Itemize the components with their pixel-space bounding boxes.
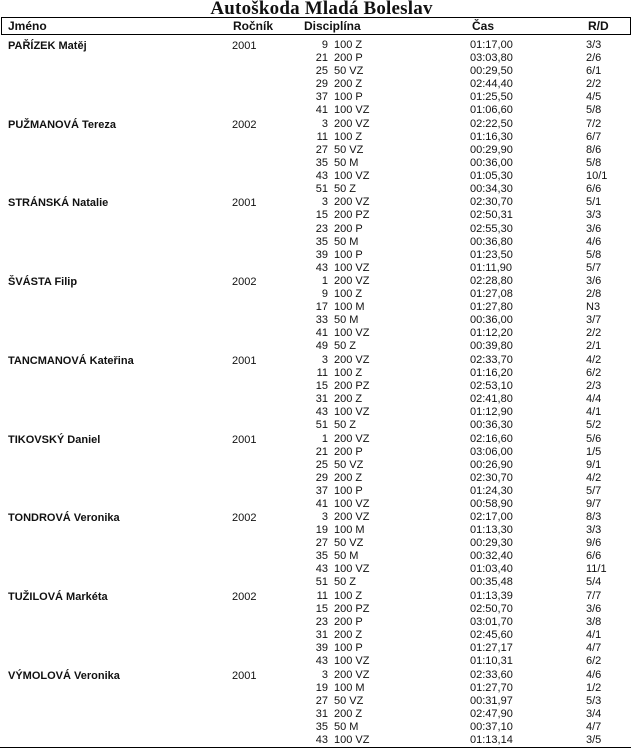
event-number: 51 xyxy=(315,576,328,589)
event-discipline: 200 Z xyxy=(334,78,363,91)
event-discipline: 200 VZ xyxy=(334,117,370,130)
event-discipline: 100 P xyxy=(334,248,363,261)
result-time: 02:50,70 xyxy=(470,602,513,615)
event-discipline: 100 VZ xyxy=(334,655,370,668)
event-number: 19 xyxy=(315,681,328,694)
result-rd: 5/3 xyxy=(586,694,602,707)
athlete-name: VÝMOLOVÁ Veronika xyxy=(8,669,120,682)
result-rd: 4/2 xyxy=(586,471,602,484)
result-time: 01:10,31 xyxy=(470,655,513,668)
athlete-year: 2002 xyxy=(232,512,257,525)
event-number: 35 xyxy=(315,720,328,733)
result-time: 00:37,10 xyxy=(470,720,513,733)
result-time: 01:25,50 xyxy=(470,91,513,104)
event-discipline: 50 VZ xyxy=(334,458,364,471)
result-time: 01:06,60 xyxy=(470,104,513,117)
event-number: 43 xyxy=(315,261,328,274)
athlete-year: 2001 xyxy=(232,354,257,367)
result-rd: 4/1 xyxy=(586,629,602,642)
result-time: 01:24,30 xyxy=(470,484,513,497)
result-rd: 3/4 xyxy=(586,707,602,720)
result-rd: 3/6 xyxy=(586,275,602,288)
result-rd: 2/3 xyxy=(586,379,602,392)
event-discipline: 100 VZ xyxy=(334,261,370,274)
result-time: 01:03,40 xyxy=(470,563,513,576)
event-discipline: 200 VZ xyxy=(334,511,370,524)
event-number: 41 xyxy=(315,104,328,117)
event-number: 51 xyxy=(315,419,328,432)
athlete-name: TUŽILOVÁ Markéta xyxy=(8,590,108,603)
event-discipline: 100 Z xyxy=(334,130,363,143)
athlete-year: 2001 xyxy=(232,197,257,210)
event-number: 15 xyxy=(315,209,328,222)
result-time: 03:03,80 xyxy=(470,52,513,65)
result-time: 01:27,08 xyxy=(470,288,513,301)
event-discipline: 200 VZ xyxy=(334,353,370,366)
event-number: 9 xyxy=(321,39,328,51)
event-number: 23 xyxy=(315,222,328,235)
result-time: 02:44,40 xyxy=(470,78,513,91)
result-rd: 5/7 xyxy=(586,261,602,274)
event-discipline: 100 Z xyxy=(334,288,363,301)
result-rd: 4/7 xyxy=(586,642,602,655)
result-time: 02:30,70 xyxy=(470,471,513,484)
athlete-name: TANCMANOVÁ Kateřina xyxy=(8,354,134,367)
event-discipline: 100 P xyxy=(334,484,363,497)
result-rd: N3 xyxy=(586,301,601,314)
result-time: 02:33,60 xyxy=(470,668,513,681)
result-time: 01:05,30 xyxy=(470,169,513,182)
athlete-name: TIKOVSKÝ Daniel xyxy=(8,433,101,446)
event-discipline: 100 M xyxy=(334,524,365,537)
event-discipline: 100 VZ xyxy=(334,563,370,576)
event-number: 3 xyxy=(321,511,328,524)
result-rd: 3/7 xyxy=(586,314,602,327)
result-rd: 11/1 xyxy=(586,563,607,576)
event-discipline: 50 M xyxy=(334,156,359,169)
result-time: 03:01,70 xyxy=(470,616,513,628)
event-number: 39 xyxy=(315,248,328,261)
result-rd: 10/1 xyxy=(586,169,608,182)
result-rd: 4/4 xyxy=(586,392,602,405)
result-rd: 3/8 xyxy=(586,616,602,628)
athlete-year: 2001 xyxy=(232,40,257,52)
header-name: Jméno xyxy=(8,19,47,33)
event-number: 43 xyxy=(315,655,328,668)
athlete-name: STRÁNSKÁ Natalie xyxy=(8,197,109,210)
event-discipline: 200 P xyxy=(334,52,363,65)
result-time: 02:28,80 xyxy=(470,275,513,288)
event-discipline: 50 M xyxy=(334,235,359,248)
result-time: 02:33,70 xyxy=(470,353,513,366)
result-rd: 9/6 xyxy=(586,537,602,550)
athlete-name: PUŽMANOVÁ Tereza xyxy=(8,118,116,131)
event-number: 31 xyxy=(315,392,328,405)
header-time: Čas xyxy=(472,19,495,33)
result-rd: 4/1 xyxy=(586,406,602,418)
result-time: 02:17,00 xyxy=(470,511,513,524)
result-rd: 3/6 xyxy=(586,222,602,235)
event-number: 11 xyxy=(316,366,328,379)
document-title: Autoškoda Mladá Boleslav xyxy=(210,0,433,19)
event-discipline: 100 P xyxy=(334,91,363,104)
result-rd: 5/8 xyxy=(586,104,602,117)
event-discipline: 50 Z xyxy=(334,576,357,589)
result-time: 00:35,48 xyxy=(470,576,513,589)
event-discipline: 100 VZ xyxy=(334,104,370,117)
event-discipline: 50 VZ xyxy=(334,537,364,550)
result-time: 01:17,00 xyxy=(470,39,513,51)
event-discipline: 200 P xyxy=(334,222,363,235)
result-rd: 5/4 xyxy=(586,576,602,589)
event-discipline: 100 Z xyxy=(334,366,363,379)
result-time: 00:34,30 xyxy=(470,182,513,195)
result-time: 01:23,50 xyxy=(470,248,513,261)
event-discipline: 50 VZ xyxy=(334,143,364,156)
event-number: 31 xyxy=(315,629,328,642)
athlete-year: 2001 xyxy=(232,433,257,446)
event-number: 1 xyxy=(321,275,328,288)
athlete-name: TONDROVÁ Veronika xyxy=(8,512,120,525)
event-number: 43 xyxy=(315,169,328,182)
result-rd: 4/6 xyxy=(586,668,602,681)
event-discipline: 100 VZ xyxy=(334,169,370,182)
athlete-year: 2001 xyxy=(232,669,257,682)
result-time: 02:30,70 xyxy=(470,196,513,209)
result-time: 01:12,20 xyxy=(470,327,513,340)
header-discipline: Disciplína xyxy=(304,19,361,33)
event-discipline: 100 VZ xyxy=(334,497,370,510)
event-discipline: 200 VZ xyxy=(334,196,370,209)
event-number: 29 xyxy=(315,78,328,91)
result-time: 00:29,50 xyxy=(470,65,513,78)
event-discipline: 100 VZ xyxy=(334,406,370,418)
event-number: 21 xyxy=(315,52,328,65)
result-time: 00:29,90 xyxy=(470,143,513,156)
result-time: 00:26,90 xyxy=(470,458,513,471)
event-number: 9 xyxy=(321,288,328,301)
result-rd: 5/8 xyxy=(586,156,602,169)
result-time: 00:29,30 xyxy=(470,537,513,550)
event-number: 11 xyxy=(316,130,328,143)
event-number: 37 xyxy=(315,484,328,497)
header-year: Ročník xyxy=(233,19,274,33)
event-discipline: 200 P xyxy=(334,445,363,458)
event-discipline: 50 M xyxy=(334,720,359,733)
result-rd: 6/7 xyxy=(586,130,602,143)
event-discipline: 50 Z xyxy=(334,419,357,432)
result-time: 02:55,30 xyxy=(470,222,513,235)
athlete-name: ŠVÁSTA Filip xyxy=(8,276,78,289)
result-time: 00:58,90 xyxy=(470,497,513,510)
result-rd: 1/2 xyxy=(586,681,602,694)
event-discipline: 50 VZ xyxy=(334,65,364,78)
result-rd: 7/7 xyxy=(586,589,602,602)
event-number: 1 xyxy=(321,432,328,445)
result-rd: 4/2 xyxy=(586,353,602,366)
event-discipline: 200 Z xyxy=(334,707,363,720)
result-rd: 3/3 xyxy=(586,39,602,51)
result-rd: 6/2 xyxy=(586,655,602,668)
result-time: 02:16,60 xyxy=(470,432,513,445)
event-number: 27 xyxy=(315,143,328,156)
event-number: 43 xyxy=(315,733,328,746)
event-discipline: 100 Z xyxy=(334,39,363,51)
result-rd: 2/6 xyxy=(586,52,602,65)
event-discipline: 200 P xyxy=(334,616,363,628)
result-time: 02:47,90 xyxy=(470,707,513,720)
event-number: 33 xyxy=(315,314,328,327)
event-discipline: 200 VZ xyxy=(334,275,370,288)
event-number: 23 xyxy=(315,616,328,628)
event-discipline: 100 VZ xyxy=(334,327,370,340)
event-number: 35 xyxy=(315,156,328,169)
event-number: 15 xyxy=(315,379,328,392)
result-time: 01:16,20 xyxy=(470,366,513,379)
event-discipline: 200 Z xyxy=(334,629,363,642)
event-number: 3 xyxy=(321,117,328,130)
result-rd: 5/7 xyxy=(586,484,602,497)
result-rd: 2/2 xyxy=(586,327,602,340)
bottom-divider xyxy=(0,747,631,748)
event-number: 39 xyxy=(315,642,328,655)
result-time: 02:50,31 xyxy=(470,209,513,222)
result-rd: 9/7 xyxy=(586,497,602,510)
result-rd: 5/8 xyxy=(586,248,602,261)
event-number: 41 xyxy=(315,497,328,510)
event-discipline: 200 Z xyxy=(334,392,363,405)
result-time: 03:06,00 xyxy=(470,445,513,458)
event-number: 11 xyxy=(316,589,328,602)
event-discipline: 50 VZ xyxy=(334,694,364,707)
event-number: 3 xyxy=(321,668,328,681)
result-time: 02:45,60 xyxy=(470,629,513,642)
result-rd: 3/3 xyxy=(586,209,602,222)
result-time: 00:36,30 xyxy=(470,419,513,432)
event-number: 49 xyxy=(315,340,328,353)
result-rd: 8/6 xyxy=(586,143,602,156)
result-rd: 3/6 xyxy=(586,602,602,615)
result-time: 01:27,17 xyxy=(470,642,513,655)
event-number: 37 xyxy=(315,91,328,104)
result-time: 01:13,39 xyxy=(470,589,513,602)
event-discipline: 100 M xyxy=(334,301,365,314)
event-number: 17 xyxy=(315,301,328,314)
result-rd: 2/2 xyxy=(586,78,602,91)
event-number: 43 xyxy=(315,563,328,576)
result-rd: 2/1 xyxy=(586,340,602,353)
result-rd: 6/1 xyxy=(586,65,602,78)
athlete-name: PAŘÍZEK Matěj xyxy=(8,40,87,52)
result-time: 02:53,10 xyxy=(470,379,513,392)
event-number: 35 xyxy=(315,235,328,248)
event-discipline: 50 M xyxy=(334,314,359,327)
result-rd: 8/3 xyxy=(586,511,602,524)
result-time: 00:39,80 xyxy=(470,340,513,353)
result-rd: 4/7 xyxy=(586,720,602,733)
event-discipline: 200 VZ xyxy=(334,432,370,445)
event-number: 51 xyxy=(315,182,328,195)
result-rd: 3/3 xyxy=(586,524,602,537)
event-number: 27 xyxy=(315,537,328,550)
event-number: 43 xyxy=(315,406,328,418)
result-time: 00:32,40 xyxy=(470,550,513,563)
result-time: 02:41,80 xyxy=(470,392,513,405)
event-discipline: 200 PZ xyxy=(334,209,370,222)
result-rd: 6/2 xyxy=(586,366,602,379)
event-discipline: 200 Z xyxy=(334,471,363,484)
result-rd: 6/6 xyxy=(586,550,602,563)
athlete-year: 2002 xyxy=(232,118,257,131)
result-time: 01:13,14 xyxy=(470,733,513,746)
event-number: 29 xyxy=(315,471,328,484)
result-rd: 6/6 xyxy=(586,182,602,195)
result-time: 01:16,30 xyxy=(470,130,513,143)
result-rd: 5/6 xyxy=(586,432,602,445)
result-rd: 4/6 xyxy=(586,235,602,248)
event-discipline: 200 PZ xyxy=(334,602,370,615)
result-rd: 1/5 xyxy=(586,445,602,458)
event-number: 27 xyxy=(315,694,328,707)
event-number: 21 xyxy=(315,445,328,458)
event-number: 25 xyxy=(315,65,328,78)
event-discipline: 100 VZ xyxy=(334,733,370,746)
event-discipline: 100 M xyxy=(334,681,365,694)
result-rd: 3/5 xyxy=(586,733,602,746)
result-time: 01:11,90 xyxy=(470,261,513,274)
result-rd: 9/1 xyxy=(586,458,602,471)
event-number: 15 xyxy=(315,602,328,615)
result-time: 01:27,80 xyxy=(470,301,513,314)
event-number: 19 xyxy=(315,524,328,537)
result-rd: 2/8 xyxy=(586,288,602,301)
result-time: 01:13,30 xyxy=(470,524,513,537)
event-number: 3 xyxy=(321,196,328,209)
athlete-year: 2002 xyxy=(232,590,257,603)
event-discipline: 50 Z xyxy=(334,340,357,353)
event-number: 31 xyxy=(315,707,328,720)
athlete-year: 2002 xyxy=(232,276,257,289)
result-rd: 5/1 xyxy=(586,196,602,209)
event-discipline: 50 Z xyxy=(334,182,357,195)
event-discipline: 50 M xyxy=(334,550,359,563)
event-discipline: 100 P xyxy=(334,642,363,655)
result-time: 00:36,80 xyxy=(470,235,513,248)
result-time: 01:12,90 xyxy=(470,406,513,418)
event-number: 3 xyxy=(321,353,328,366)
result-time: 00:31,97 xyxy=(470,694,513,707)
result-time: 00:36,00 xyxy=(470,314,513,327)
result-rd: 5/2 xyxy=(586,419,602,432)
result-time: 02:22,50 xyxy=(470,117,513,130)
event-number: 41 xyxy=(315,327,328,340)
event-discipline: 100 Z xyxy=(334,589,363,602)
result-time: 01:27,70 xyxy=(470,681,513,694)
result-rd: 4/5 xyxy=(586,91,602,104)
event-discipline: 200 PZ xyxy=(334,379,370,392)
result-time: 00:36,00 xyxy=(470,156,513,169)
result-rd: 7/2 xyxy=(586,117,602,130)
event-discipline: 200 VZ xyxy=(334,668,370,681)
header-rd: R/D xyxy=(588,19,609,33)
event-number: 25 xyxy=(315,458,328,471)
event-number: 35 xyxy=(315,550,328,563)
